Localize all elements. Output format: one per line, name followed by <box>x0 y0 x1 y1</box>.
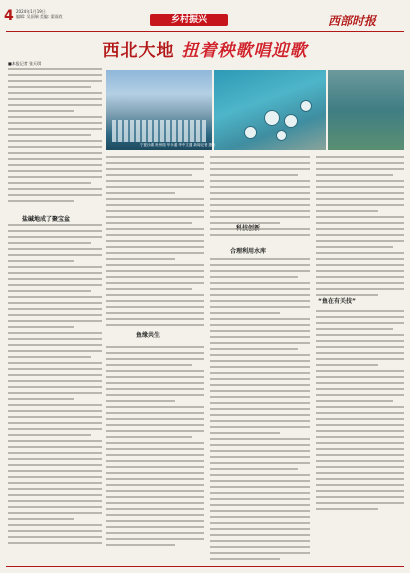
column-1-body <box>8 224 102 548</box>
newspaper-logo: 西部时报 <box>328 14 377 28</box>
photo-caption: 宁夏沙湖 贵州瑞 华永通 华中文通 新闻记者 摄影 <box>140 143 216 147</box>
footer-divider <box>6 566 404 567</box>
page-header <box>0 0 410 36</box>
issue-date: 2024年1月19日 <box>16 9 46 14</box>
headline-accent: 扭着秧歌唱迎歌 <box>181 41 308 61</box>
editor-line: 编辑: 吴国瑞 美编: 梁雨欣 <box>16 14 63 19</box>
headline-main: 西北大地 <box>102 41 175 61</box>
page-number: 4 <box>4 8 14 24</box>
column-4-body <box>316 156 404 514</box>
header-divider <box>6 31 404 32</box>
byline: ■本报记者 张天琪 <box>8 61 42 66</box>
column-3-body <box>210 156 310 564</box>
date-line <box>16 9 63 19</box>
subhead-saline-land: 盐碱地成了聚宝盆 <box>22 216 71 223</box>
photo-farmland <box>106 70 212 150</box>
subhead-fish-symbiosis: 鱼缘共生 <box>136 332 161 339</box>
main-headline <box>70 36 340 60</box>
column-2-body <box>106 156 204 550</box>
column-1-top <box>8 68 102 206</box>
section-banner: 乡村振兴 <box>150 14 228 26</box>
photo-fish-ponds <box>214 70 326 150</box>
subhead-quote: “鱼在有关技” <box>318 298 356 305</box>
subhead-reservoir: 合理利用水库 <box>230 248 267 255</box>
photo-reservoir <box>328 70 404 150</box>
